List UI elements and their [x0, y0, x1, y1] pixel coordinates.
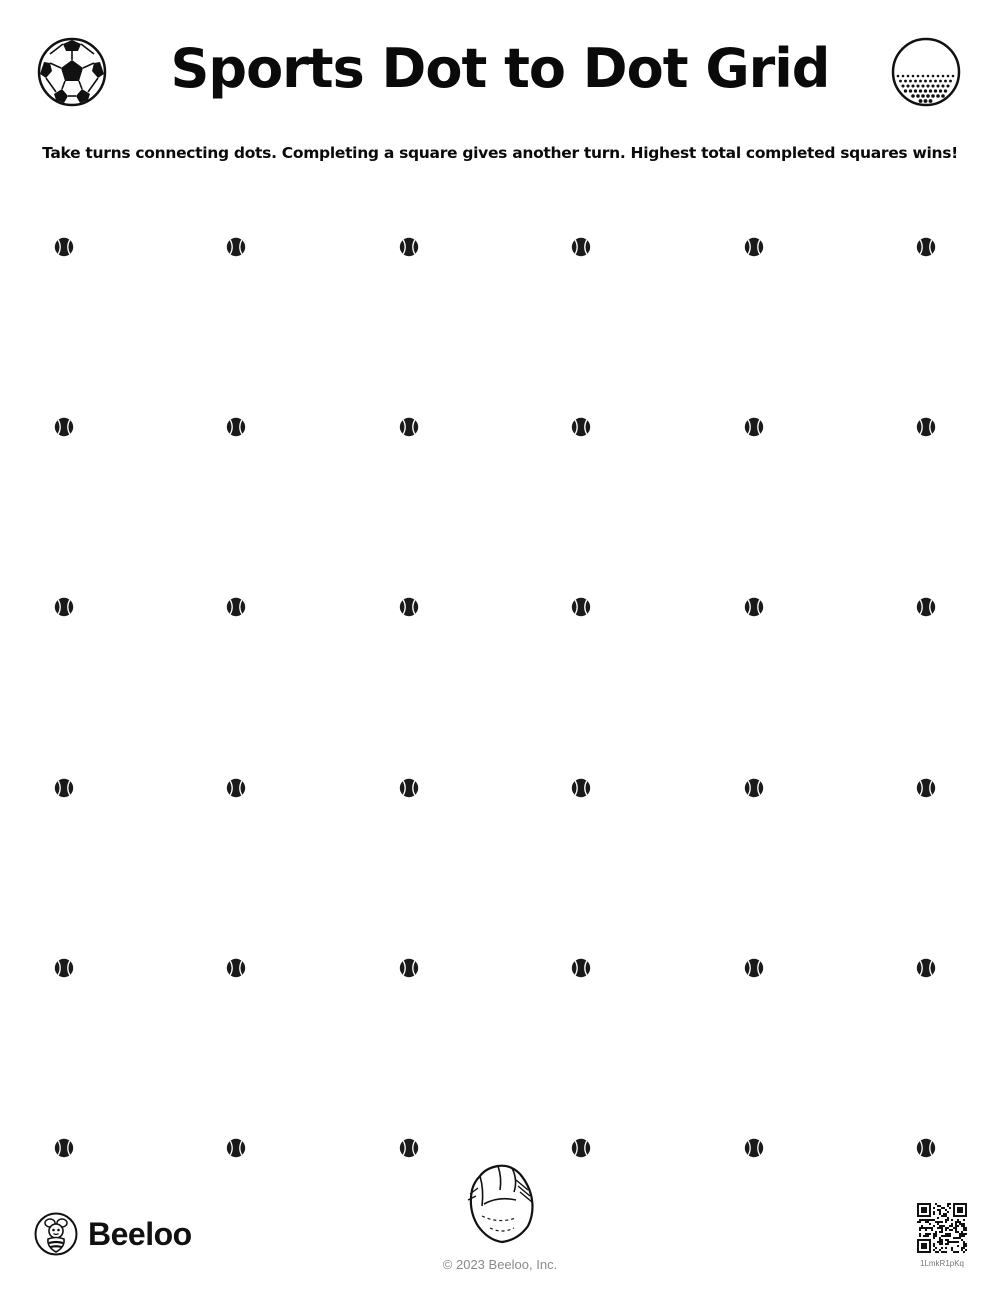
- tennis-ball-icon[interactable]: [54, 237, 74, 257]
- tennis-ball-icon[interactable]: [571, 597, 591, 617]
- tennis-ball-icon[interactable]: [226, 958, 246, 978]
- tennis-ball-icon[interactable]: [54, 597, 74, 617]
- qr-code-icon[interactable]: [917, 1203, 967, 1253]
- tennis-ball-icon[interactable]: [226, 417, 246, 437]
- tennis-ball-icon[interactable]: [916, 778, 936, 798]
- brand: [34, 1210, 192, 1258]
- tennis-ball-icon[interactable]: [744, 417, 764, 437]
- tennis-ball-icon[interactable]: [571, 417, 591, 437]
- bee-logo-icon: [34, 1212, 78, 1256]
- baseball-glove-icon: [462, 1160, 538, 1246]
- brand-name: Beeloo: [88, 1215, 192, 1252]
- tennis-ball-icon[interactable]: [744, 1138, 764, 1158]
- tennis-ball-icon[interactable]: [399, 417, 419, 437]
- tennis-ball-icon[interactable]: [916, 597, 936, 617]
- copyright-text: © 2023 Beeloo, Inc.: [442, 1257, 558, 1272]
- tennis-ball-icon[interactable]: [744, 237, 764, 257]
- worksheet-code: 1LmkR1pKq: [919, 1259, 965, 1268]
- tennis-ball-icon[interactable]: [744, 778, 764, 798]
- tennis-ball-icon[interactable]: [54, 417, 74, 437]
- tennis-ball-icon[interactable]: [399, 1138, 419, 1158]
- tennis-ball-icon[interactable]: [399, 237, 419, 257]
- tennis-ball-icon[interactable]: [571, 958, 591, 978]
- tennis-ball-icon[interactable]: [226, 597, 246, 617]
- tennis-ball-icon[interactable]: [571, 1138, 591, 1158]
- tennis-ball-icon[interactable]: [54, 958, 74, 978]
- tennis-ball-icon[interactable]: [571, 237, 591, 257]
- tennis-ball-icon[interactable]: [916, 958, 936, 978]
- tennis-ball-icon[interactable]: [399, 958, 419, 978]
- instructions-text: Take turns connecting dots. Completing a square gives another turn. Highest total completed squares wins!: [42, 144, 958, 162]
- tennis-ball-icon[interactable]: [54, 1138, 74, 1158]
- tennis-ball-icon[interactable]: [744, 958, 764, 978]
- tennis-ball-icon[interactable]: [744, 597, 764, 617]
- tennis-ball-icon[interactable]: [916, 237, 936, 257]
- tennis-ball-icon[interactable]: [226, 1138, 246, 1158]
- tennis-ball-icon[interactable]: [399, 597, 419, 617]
- page-title: Sports Dot to Dot Grid: [170, 37, 830, 100]
- tennis-ball-icon[interactable]: [571, 778, 591, 798]
- tennis-ball-icon[interactable]: [399, 778, 419, 798]
- tennis-ball-icon[interactable]: [916, 1138, 936, 1158]
- tennis-ball-icon[interactable]: [916, 417, 936, 437]
- tennis-ball-icon[interactable]: [54, 778, 74, 798]
- tennis-ball-icon[interactable]: [226, 237, 246, 257]
- tennis-ball-icon[interactable]: [226, 778, 246, 798]
